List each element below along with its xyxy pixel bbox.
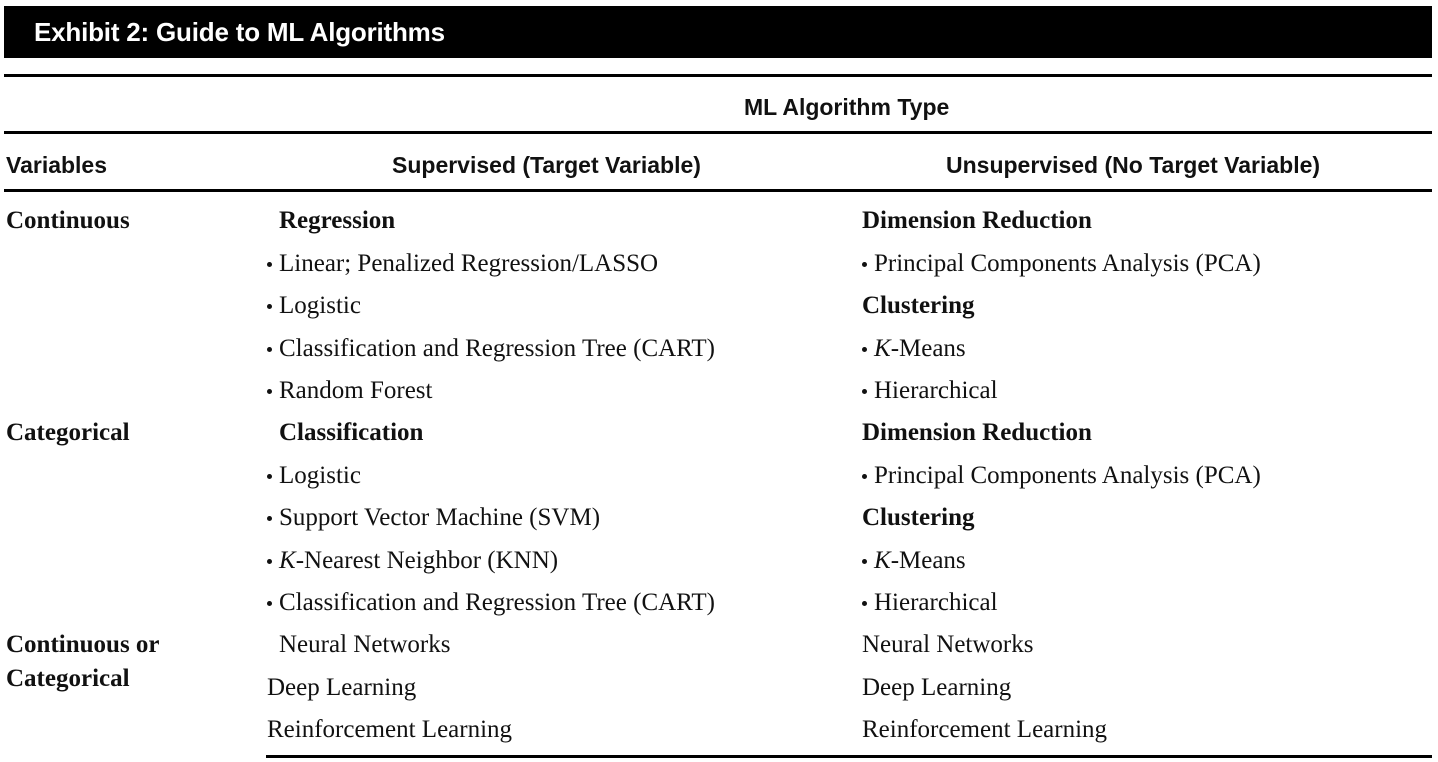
list-item: Principal Components Analysis (PCA) — [862, 249, 1261, 279]
unsupervised-deep-learning: Deep Learning — [862, 674, 1012, 701]
list-item: Support Vector Machine (SVM) — [267, 503, 600, 533]
supervised-reinforcement-learning: Reinforcement Learning — [267, 716, 513, 743]
supervised-neural-networks: Neural Networks — [279, 631, 451, 658]
supervised-column-header: Supervised (Target Variable) — [392, 152, 701, 178]
exhibit-title: Exhibit 2: Guide to ML Algorithms — [4, 6, 1432, 58]
list-item: Logistic — [267, 291, 361, 321]
header-group-rule — [4, 131, 1432, 134]
top-rule — [4, 74, 1432, 77]
bullet-icon — [267, 516, 272, 521]
list-item: Logistic — [267, 461, 361, 491]
list-item: K-Nearest Neighbor (KNN) — [267, 546, 558, 576]
row-label-continuous-or-categorical-line2: Categorical — [6, 665, 130, 692]
bullet-icon — [862, 262, 867, 267]
unsupervised-heading-clustering: Clustering — [862, 504, 975, 531]
supervised-heading-regression: Regression — [279, 207, 396, 234]
list-item: Classification and Regression Tree (CART) — [267, 588, 715, 618]
bullet-icon — [862, 389, 867, 394]
bullet-icon — [267, 262, 272, 267]
list-item: K-Means — [862, 334, 966, 364]
bullet-icon — [267, 389, 272, 394]
unsupervised-heading-clustering: Clustering — [862, 292, 975, 319]
row-label-categorical: Categorical — [6, 419, 130, 446]
bullet-icon — [862, 347, 867, 352]
bullet-icon — [267, 347, 272, 352]
row-label-continuous: Continuous — [6, 207, 130, 234]
bullet-icon — [862, 474, 867, 479]
bullet-icon — [267, 474, 272, 479]
list-item: Random Forest — [267, 376, 432, 406]
list-item: Principal Components Analysis (PCA) — [862, 461, 1261, 491]
supervised-deep-learning: Deep Learning — [267, 674, 417, 701]
bullet-icon — [267, 559, 272, 564]
supervised-heading-classification: Classification — [279, 419, 424, 446]
unsupervised-heading-dimension-reduction: Dimension Reduction — [862, 419, 1092, 446]
unsupervised-heading-dimension-reduction: Dimension Reduction — [862, 207, 1092, 234]
bullet-icon — [862, 559, 867, 564]
ml-algorithm-type-header: ML Algorithm Type — [744, 94, 950, 120]
unsupervised-neural-networks: Neural Networks — [862, 631, 1034, 658]
list-item: Classification and Regression Tree (CART) — [267, 334, 715, 364]
row-label-continuous-or-categorical-line1: Continuous or — [6, 631, 160, 658]
bullet-icon — [267, 304, 272, 309]
variables-column-header: Variables — [6, 152, 108, 178]
bottom-rule — [266, 755, 1432, 758]
unsupervised-column-header: Unsupervised (No Target Variable) — [946, 152, 1321, 178]
bullet-icon — [267, 601, 272, 606]
unsupervised-reinforcement-learning: Reinforcement Learning — [862, 716, 1108, 743]
list-item: Hierarchical — [862, 376, 998, 406]
list-item: Linear; Penalized Regression/LASSO — [267, 249, 658, 279]
list-item: K-Means — [862, 546, 966, 576]
header-bottom-rule — [4, 189, 1432, 192]
list-item: Hierarchical — [862, 588, 998, 618]
bullet-icon — [862, 601, 867, 606]
